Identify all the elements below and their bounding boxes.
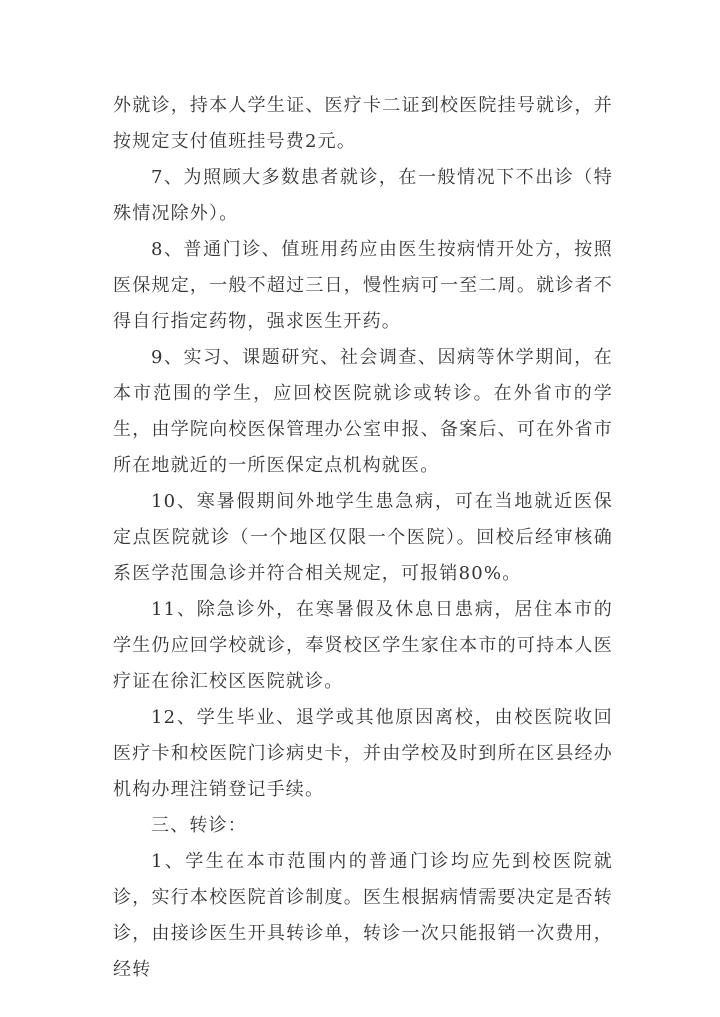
paragraph-item-9: 9、实习、课题研究、社会调查、因病等休学期间，在本市范围的学生，应回校医院就诊或转诊。在外省市的学生，由学院向校医保管理办公室申报、备案后、可在外省市所在地就近的一所医保定点机构就医。 [113,347,613,476]
paragraph-continuation: 外就诊，持本人学生证、医疗卡二证到校医院挂号就诊，并按规定支付值班挂号费2元。 [113,95,613,152]
paragraph-item-10: 10、寒暑假期间外地学生患急病，可在当地就近医保定点医院就诊（一个地区仅限一个医院）。回校后经审核确系医学范围急诊并符合相关规定，可报销80%。 [113,491,613,584]
paragraph-item-12: 12、学生毕业、退学或其他原因离校，由校医院收回医疗卡和校医院门诊病史卡，并由学校及时到所在区县经办机构办理注销登记手续。 [113,707,613,800]
paragraph-item-7: 7、为照顾大多数患者就诊，在一般情况下不出诊（特殊情况除外）。 [113,167,613,224]
paragraph-item-8: 8、普通门诊、值班用药应由医生按病情开处方，按照医保规定，一般不超过三日，慢性病可一至二周。就诊者不得自行指定药物，强求医生开药。 [113,239,613,332]
section-heading-referral: 三、转诊： [151,815,247,836]
paragraph-item-11: 11、除急诊外，在寒暑假及休息日患病，居住本市的学生仍应回学校就诊，奉贤校区学生家住本市的可持本人医疗证在徐汇校区医院就诊。 [113,599,613,692]
document-body [113,88,613,988]
paragraph-referral-1: 1、学生在本市范围内的普通门诊均应先到校医院就诊，实行本校医院首诊制度。医生根据病情需要决定是否转诊，由接诊医生开具转诊单，转诊一次只能报销一次费用，经转 [113,851,613,980]
